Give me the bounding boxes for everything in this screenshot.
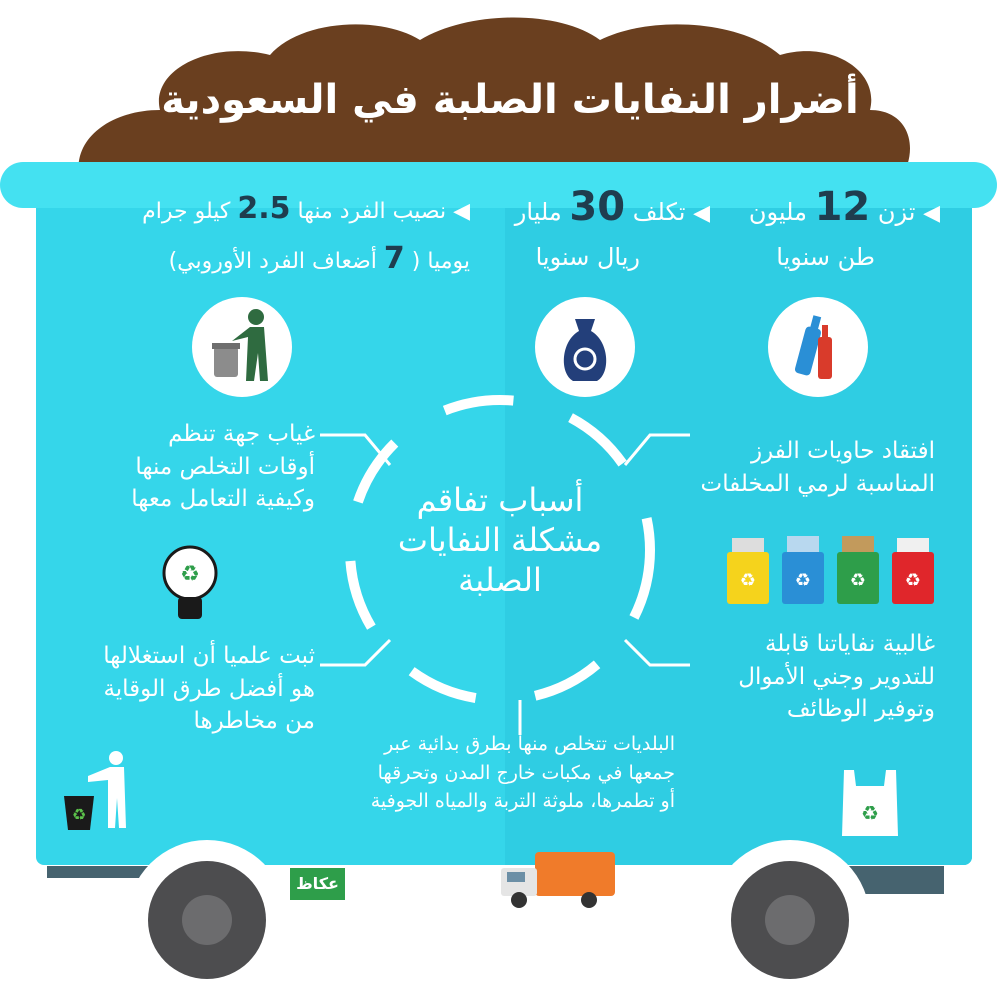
stat-weight-line2: طن سنويا xyxy=(776,243,875,271)
cause-line: أو تطمرها، ملوثة التربة والمياه الجوفية xyxy=(370,790,675,812)
cause-line: للتدوير وجني الأموال xyxy=(738,663,935,690)
recycle-bulb-icon xyxy=(160,545,220,630)
svg-text:♻: ♻ xyxy=(180,562,200,587)
stat-cost-suffix: مليار xyxy=(514,198,562,226)
okaz-logo: عكاظ xyxy=(290,868,345,900)
stat-cost-number: 30 xyxy=(569,184,626,230)
wheel-left-hub xyxy=(182,895,232,945)
stat-per-person-line2-a: يوميا ( xyxy=(411,249,470,274)
wheel-right xyxy=(710,840,870,1000)
cause-line: وتوفير الوظائف xyxy=(786,696,935,723)
stat-per-person-number: 2.5 xyxy=(237,191,291,226)
twitter-icon[interactable] xyxy=(458,890,472,902)
designer-credit: تصميم: عبدالرحمن الصغير xyxy=(380,873,490,884)
twitter-handle[interactable]: @dndoOon_afo xyxy=(380,890,457,901)
cause-line: افتقاد حاويات الفرز xyxy=(750,438,935,464)
cause-line: المناسبة لرمي المخلفات xyxy=(700,470,935,497)
cause-line: وكيفية التعامل معها xyxy=(131,486,315,513)
cause-recyclable xyxy=(695,628,935,726)
chevron-left-icon: ◀ xyxy=(693,201,710,226)
person-recycling-basket-icon xyxy=(58,748,138,833)
cause-line: أوقات التخلص منها xyxy=(135,453,315,480)
svg-text:♻: ♻ xyxy=(861,801,879,825)
chevron-left-icon: ◀ xyxy=(453,199,470,224)
wheel-left xyxy=(127,840,287,1000)
cause-exploitation xyxy=(60,640,315,738)
wheel-right-tire xyxy=(731,861,849,979)
stat-per-person-suffix: كيلو جرام xyxy=(142,199,231,224)
cause-line: ثبت علميا أن استغلالها xyxy=(103,643,315,669)
stat-cost-prefix: تكلف xyxy=(632,198,686,226)
stat-per-person-multiplier: 7 xyxy=(383,241,405,276)
svg-text:♻: ♻ xyxy=(849,570,867,591)
cause-line: البلديات تتخلص منها بطرق بدائية عبر xyxy=(384,733,675,755)
stat-per-person-line2-b: أضعاف الفرد الأوروبي) xyxy=(168,249,377,274)
center-line-3: الصلبة xyxy=(458,561,542,599)
page-title: أضرار النفايات الصلبة في السعودية xyxy=(161,77,859,123)
stat-per-person-prefix: نصيب الفرد منها xyxy=(297,199,447,224)
svg-text:♻: ♻ xyxy=(904,570,922,591)
svg-text:♻: ♻ xyxy=(794,570,812,591)
chevron-left-icon: ◀ xyxy=(923,201,940,226)
stat-cost-line2: ريال سنويا xyxy=(535,243,640,271)
wheel-left-tire xyxy=(148,861,266,979)
cause-no-sorting-bins xyxy=(695,435,935,500)
garbage-truck-icon xyxy=(497,848,619,910)
svg-text:♻: ♻ xyxy=(71,805,87,824)
cause-line: غياب جهة تنظم xyxy=(168,421,315,447)
center-line-2: مشكلة النفايات xyxy=(397,521,603,559)
wheel-right-hub xyxy=(765,895,815,945)
svg-text:♻: ♻ xyxy=(739,570,757,591)
stat-weight-number: 12 xyxy=(814,184,871,230)
stat-weight-suffix: مليون xyxy=(748,198,807,226)
center-line-1: أسباب تفاقم xyxy=(416,481,584,519)
cause-line: جمعها في مكبات خارج المدن وتحرقها xyxy=(377,761,675,784)
cause-primitive-disposal xyxy=(320,730,675,816)
cause-line: هو أفضل طرق الوقاية xyxy=(103,675,315,702)
cause-no-regulator xyxy=(60,418,315,516)
stat-weight-prefix: تزن xyxy=(877,198,916,226)
recycling-bins-icon xyxy=(722,530,937,608)
cause-line: من مخاطرها xyxy=(193,708,315,735)
cause-line: غالبية نفاياتنا قابلة xyxy=(764,631,935,657)
recycle-plastic-bag-icon xyxy=(838,762,902,840)
